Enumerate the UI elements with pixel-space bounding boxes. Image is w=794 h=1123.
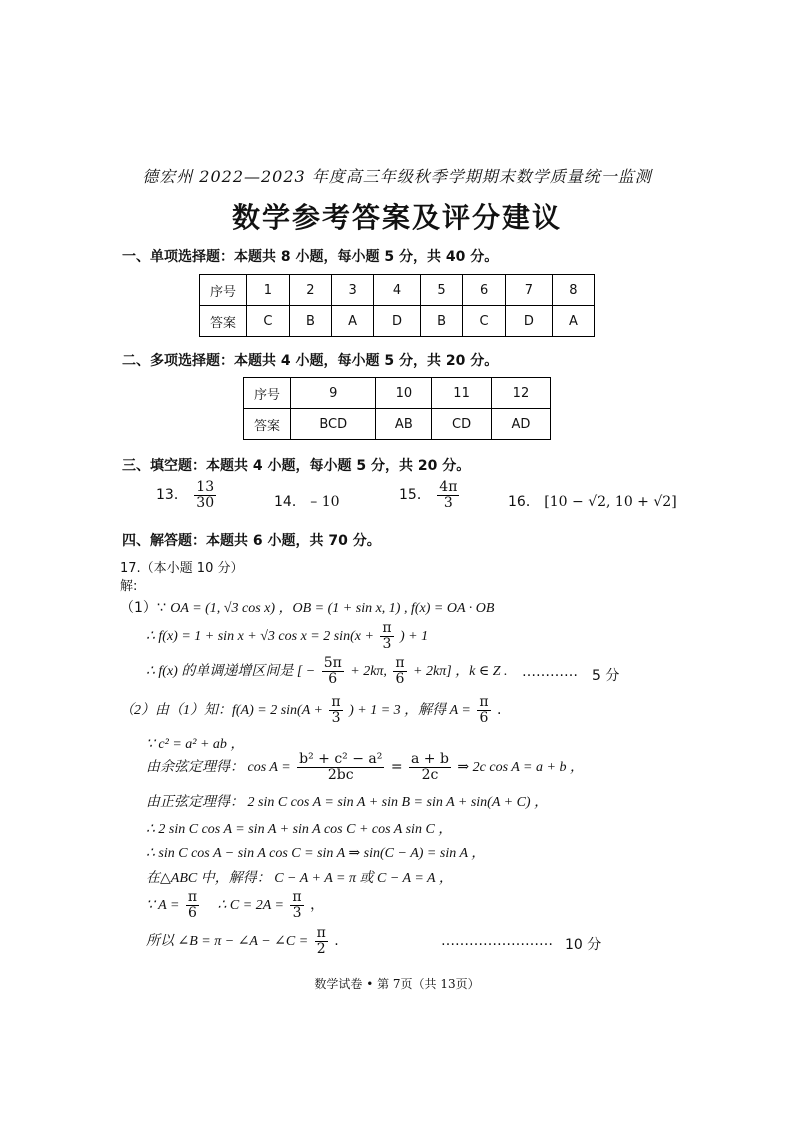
fraction: $\frac{5\pi}{6}$ bbox=[323, 655, 342, 687]
fraction: $\frac{4\pi}{3}$ bbox=[439, 479, 458, 511]
fraction: $\frac{\pi}{6}$ bbox=[395, 655, 405, 687]
row-label: 答案 bbox=[200, 306, 247, 337]
question-17-title: 17.（本小题 10 分） bbox=[120, 561, 244, 576]
table-cell: 9 bbox=[291, 378, 376, 409]
table-cell: CD bbox=[432, 409, 492, 440]
table-cell: 2 bbox=[289, 275, 331, 306]
part1-prefix: （1）∵ bbox=[120, 600, 166, 616]
section3-heading: 三、填空题：本题共 4 小题，每小题 5 分，共 20 分。 bbox=[122, 458, 471, 474]
part2-line6: ∴ sin C cos A − sin A cos C = sin A ⇒ sin(C − A) = sin A ， bbox=[146, 846, 486, 861]
table-cell: A bbox=[552, 306, 594, 337]
table-cell: AB bbox=[376, 409, 432, 440]
part2-line3: 由余弦定理得： cos A = $\frac{\text{b² + c² − a²}}{2bc}$ = $\frac{a + b}{2c}$ ⇒ 2c cos A = a + b ， bbox=[146, 751, 584, 783]
fraction: $\frac{\pi}{6}$ bbox=[479, 694, 489, 726]
fraction: $\frac{\text{b² + c² − a²}}{2bc}$ bbox=[299, 751, 383, 783]
part2-line2: ∵ c² = a² + ab ， bbox=[146, 737, 245, 752]
table-cell: 1 bbox=[247, 275, 290, 306]
part1-line3: ∴ f(x) 的单调递增区间是 [ − $\frac{5\pi}{6}$ + 2kπ, $\frac{\pi}{6}$ + 2kπ] ，k ∈ Z . bbox=[146, 655, 508, 687]
answer-16-label: 16． bbox=[508, 494, 540, 510]
fraction: $\frac{\pi}{6}$ bbox=[187, 889, 198, 921]
answer-14-value: – 10 bbox=[310, 494, 340, 510]
table-cell: 11 bbox=[432, 378, 492, 409]
answer-15-label: 15． bbox=[399, 487, 431, 504]
part1-line2: ∴ f(x) = 1 + sin x + √3 cos x = 2 sin(x + $\frac{\pi}{3}$ ) + 1 bbox=[146, 620, 429, 652]
part2-line8: ∵ A = $\frac{\pi}{6}$ ∴ C = 2A = $\frac{\pi}{3}$ ， bbox=[146, 889, 325, 921]
table-cell: 6 bbox=[463, 275, 506, 306]
table-cell: 3 bbox=[332, 275, 374, 306]
table-row bbox=[244, 409, 551, 440]
fraction: $\frac{\pi}{2}$ bbox=[316, 925, 326, 957]
fraction: $\frac{\pi}{3}$ bbox=[292, 889, 302, 921]
answer-13 bbox=[156, 480, 218, 510]
part2-line7: 在△ABC 中，解得： C − A + A = π 或 C − A = A ， bbox=[146, 871, 453, 886]
fraction: $\frac{13}{30}$ bbox=[196, 479, 215, 511]
section1-answer-table bbox=[199, 274, 595, 337]
table-cell: BCD bbox=[291, 409, 376, 440]
row-label: 序号 bbox=[200, 275, 247, 306]
table-cell: B bbox=[420, 306, 462, 337]
section2-answer-table bbox=[243, 377, 551, 440]
answer-13-label: 13． bbox=[156, 487, 188, 504]
row-label: 序号 bbox=[244, 378, 291, 409]
part2-score: 10 分 bbox=[565, 937, 602, 953]
part1-score-dots: ………… bbox=[522, 664, 578, 680]
table-row bbox=[244, 378, 551, 409]
table-row bbox=[200, 275, 595, 306]
table-cell: B bbox=[289, 306, 331, 337]
answer-14 bbox=[274, 491, 340, 511]
answer-16-value: [10 − √2, 10 + √2] bbox=[544, 494, 677, 510]
fraction: $\frac{a + b}{2c}$ bbox=[411, 751, 449, 783]
part2-line4: 由正弦定理得： 2 sin C cos A = sin A + sin B = sin A + sin(A + C) ， bbox=[146, 795, 549, 810]
table-cell: AD bbox=[491, 409, 550, 440]
table-cell: D bbox=[506, 306, 553, 337]
part2-line1: （2）由（1）知：f(A) = 2 sin(A + $\frac{\pi}{3}$ ) + 1 = 3 ，解得 A = $\frac{\pi}{6}$ . bbox=[120, 694, 502, 726]
table-cell: C bbox=[463, 306, 506, 337]
section4-heading: 四、解答题：本题共 6 小题，共 70 分。 bbox=[122, 533, 381, 549]
table-cell: 7 bbox=[506, 275, 553, 306]
table-cell: D bbox=[374, 306, 421, 337]
table-cell: 4 bbox=[374, 275, 421, 306]
part1-vectors: OA = (1, √3 cos x) ，OB = (1 + sin x, 1) , f(x) = OA · OB bbox=[170, 601, 495, 616]
part2-line5: ∴ 2 sin C cos A = sin A + sin A cos C + cos A sin C ， bbox=[146, 822, 453, 837]
table-cell: 8 bbox=[552, 275, 594, 306]
table-cell: 10 bbox=[376, 378, 432, 409]
answer-16 bbox=[508, 491, 677, 511]
section2-heading: 二、多项选择题：本题共 4 小题，每小题 5 分，共 20 分。 bbox=[122, 353, 499, 369]
table-cell: C bbox=[247, 306, 290, 337]
table-cell: 12 bbox=[491, 378, 550, 409]
answer-15 bbox=[399, 480, 461, 510]
part1-line1 bbox=[120, 597, 494, 617]
table-cell: 5 bbox=[420, 275, 462, 306]
exam-region-title: 德宏州 2022—2023 年度高三年级秋季学期期末数学质量统一监测 bbox=[142, 167, 652, 186]
answer-14-label: 14． bbox=[274, 494, 306, 510]
part1-score: 5 分 bbox=[592, 668, 620, 684]
page-footer: 数学试卷 • 第 7页（共 13页） bbox=[314, 977, 480, 991]
row-label: 答案 bbox=[244, 409, 291, 440]
section1-heading: 一、单项选择题：本题共 8 小题，每小题 5 分，共 40 分。 bbox=[122, 249, 499, 265]
part2-line9: 所以 ∠B = π − ∠A − ∠C = $\frac{\pi}{2}$ . bbox=[146, 925, 339, 957]
table-cell: A bbox=[332, 306, 374, 337]
fraction: $\frac{\pi}{3}$ bbox=[331, 694, 341, 726]
part2-score-dots: …………………… bbox=[441, 933, 553, 949]
fraction: $\frac{\pi}{3}$ bbox=[382, 620, 392, 652]
table-row bbox=[200, 306, 595, 337]
solution-label: 解: bbox=[120, 579, 138, 594]
page-title: 数学参考答案及评分建议 bbox=[231, 201, 562, 234]
